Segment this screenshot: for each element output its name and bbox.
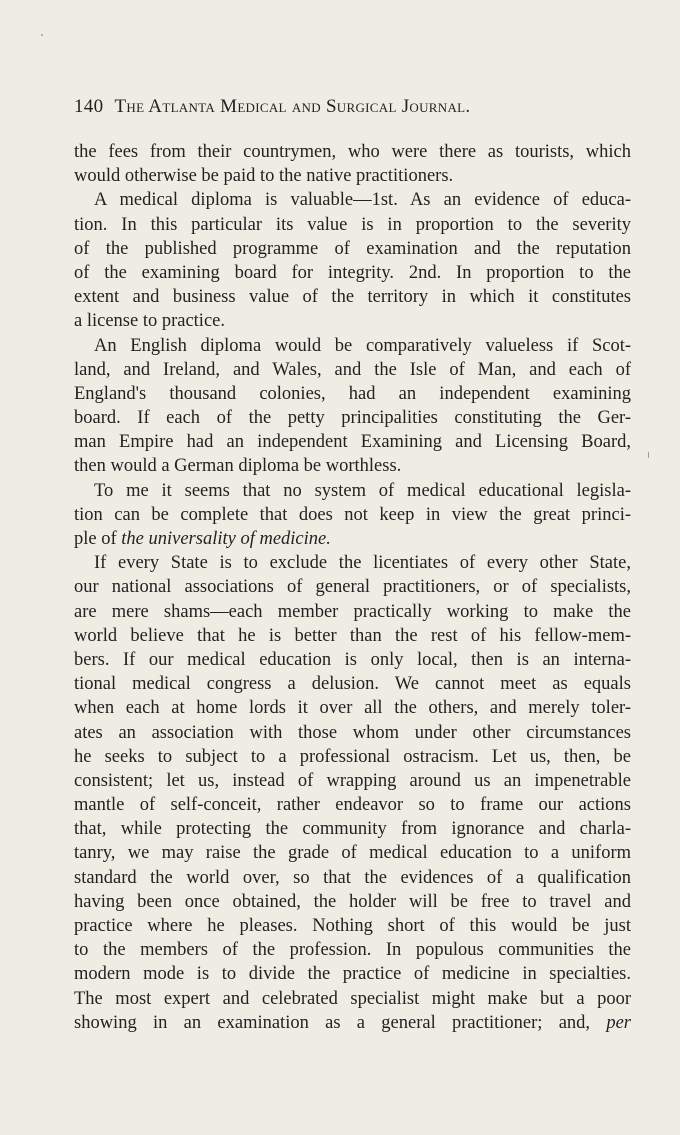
text-line: The most expert and celebrated specialist might make but a poor [74, 988, 631, 1009]
text-line: he seeks to subject to a professional ostracism. Let us, then, be [74, 746, 631, 767]
paper-speck [41, 34, 43, 36]
text-line: world believe that he is better than the rest of his fellow-mem- [74, 625, 631, 646]
text-line: practice where he pleases. Nothing short of this would be just [74, 916, 631, 936]
text-line: a license to practice. [74, 311, 225, 332]
text-line: when each at home lords it over all the others, and merely toler- [74, 698, 631, 719]
text-line: tanry, we may raise the grade of medical education to a uniform [74, 843, 631, 864]
text-line: of the examining board for integrity. 2nd. In proportion to the [74, 262, 631, 283]
italic-word: per [606, 1012, 631, 1033]
text-line: An English diploma would be comparatively valueless if Scot- [94, 335, 631, 356]
journal-title: The Atlanta Medical and Surgical Journal. [114, 96, 471, 117]
text-line: bers. If our medical education is only local, then is an interna- [74, 649, 631, 670]
text-line: England's thousand colonies, had an independent examining [74, 383, 631, 404]
text-fragment: ple of [74, 529, 117, 549]
text-line: then would a German diploma be worthless. [74, 456, 402, 477]
text-line: the fees from their countrymen, who were there as tourists, which [74, 142, 631, 162]
text-line [74, 1011, 631, 1035]
text-line: board. If each of the petty principalities constituting the Ger- [74, 408, 631, 429]
page-number: 140 [74, 96, 104, 117]
text-line: land, and Ireland, and Wales, and the Isle of Man, and each of [74, 359, 631, 380]
text-line: are mere shams—each member practically working to make the [74, 601, 631, 622]
text-line: of the published programme of examination and the reputation [74, 238, 631, 259]
text-line: having been once obtained, the holder will be free to travel and [74, 891, 631, 912]
text-line: that, while protecting the community from ignorance and charla- [74, 819, 631, 840]
text-line: modern mode is to divide the practice of medicine in specialties. [74, 964, 631, 985]
text-line: If every State is to exclude the licentiates of every other State, [94, 553, 631, 574]
body-text [74, 140, 631, 1035]
text-line: man Empire had an independent Examining and Licensing Board, [74, 432, 631, 453]
text-line: to the members of the profession. In populous communities the [74, 940, 631, 961]
text-line: mantle of self-conceit, rather endeavor so to frame our actions [74, 795, 631, 816]
text-line: To me it seems that no system of medical educational legisla- [94, 480, 631, 501]
text-line: ates an association with those whom under other circumstances [74, 722, 631, 743]
running-header [74, 96, 594, 118]
text-line: would otherwise be paid to the native practitioners. [74, 166, 454, 187]
text-line: our national associations of general practitioners, or of specialists, [74, 577, 631, 598]
text-line: A medical diploma is valuable—1st. As an evidence of educa- [94, 190, 631, 211]
text-line: tional medical congress a delusion. We cannot meet as equals [74, 674, 631, 695]
paper-speck [648, 452, 649, 458]
text-line: standard the world over, so that the evidences of a qualification [74, 867, 631, 888]
italic-phrase: the universality of medicine. [121, 529, 331, 549]
text-line: tion. In this particular its value is in proportion to the severity [74, 214, 631, 235]
text-line [74, 527, 631, 551]
text-line: extent and business value of the territory in which it constitutes [74, 287, 631, 308]
text-fragment: showing in an examination as a general practitioner; and, [74, 1012, 591, 1033]
text-line: tion can be complete that does not keep in view the great princi- [74, 504, 631, 525]
text-line: consistent; let us, instead of wrapping around us an impenetrable [74, 770, 631, 791]
